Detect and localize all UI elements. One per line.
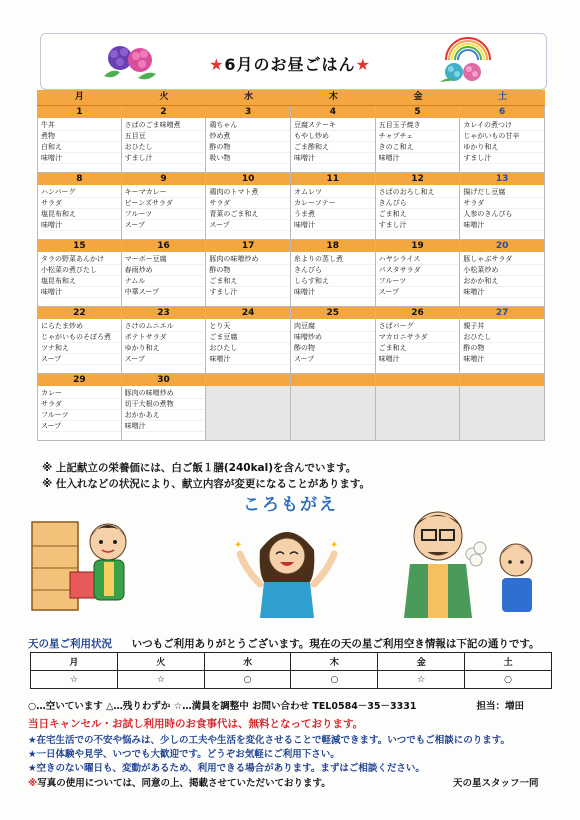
menu-item: 塩昆布和え xyxy=(41,276,121,287)
availability-mark: ○ xyxy=(291,671,378,689)
menu-item: サラダ xyxy=(41,198,121,209)
calendar-week xyxy=(37,374,545,441)
menu-item: おひたし xyxy=(463,332,544,343)
day-cell xyxy=(122,173,207,240)
availability-day: 土 xyxy=(465,653,552,671)
menu-item: 味噌汁 xyxy=(41,153,121,164)
menu-item: 小松菜の煮びたし xyxy=(41,265,121,276)
menu-items xyxy=(122,252,206,298)
day-number: 27 xyxy=(460,307,544,319)
day-number: 5 xyxy=(376,106,460,118)
menu-item: ごま和え xyxy=(379,209,460,220)
menu-item: ハヤシライス xyxy=(379,254,460,265)
menu-item: とり天 xyxy=(209,321,290,332)
availability-mark: ☆ xyxy=(117,671,204,689)
menu-item: 青菜のごま和え xyxy=(209,209,290,220)
menu-item: おひたし xyxy=(125,142,206,153)
staff-signature: 天の星スタッフ一同 xyxy=(453,778,539,789)
availability-legend xyxy=(28,698,524,712)
menu-item: にらたま炒め xyxy=(41,321,121,332)
menu-item: 味噌汁 xyxy=(463,287,544,298)
calendar-week xyxy=(37,240,545,307)
availability-day: 金 xyxy=(378,653,465,671)
menu-item: おかかあえ xyxy=(125,410,206,421)
menu-item: 豚肉の味噌炒め xyxy=(209,254,290,265)
empty-day-cell xyxy=(376,374,461,441)
menu-item: 味噌汁 xyxy=(209,354,290,365)
day-number: 8 xyxy=(38,173,121,185)
menu-item: スープ xyxy=(125,220,206,231)
star-right-icon: ★ xyxy=(355,55,371,74)
menu-item: 味噌汁 xyxy=(379,153,460,164)
day-number: 23 xyxy=(122,307,206,319)
menu-items xyxy=(376,252,460,298)
menu-items xyxy=(38,252,121,298)
empty-day-bar xyxy=(460,374,544,386)
menu-item: ハンバーグ xyxy=(41,187,121,198)
day-number: 2 xyxy=(122,106,206,118)
menu-item: カレー xyxy=(41,388,121,399)
day-cell xyxy=(460,240,545,307)
day-cell xyxy=(206,173,291,240)
weekday-label: 木 xyxy=(328,92,338,102)
menu-items xyxy=(376,185,460,231)
weekday-label: 土 xyxy=(498,92,508,102)
menu-item: 味噌汁 xyxy=(294,287,375,298)
menu-item: 春雨炒め xyxy=(125,265,206,276)
menu-item: さばのごま味噌煮 xyxy=(125,120,206,131)
menu-item: 塩昆布和え xyxy=(41,209,121,220)
menu-items xyxy=(122,386,206,432)
day-number: 4 xyxy=(291,106,375,118)
empty-day-cell xyxy=(206,374,291,441)
menu-item: 味噌汁 xyxy=(463,354,544,365)
day-number: 18 xyxy=(291,240,375,252)
menu-item: うま煮 xyxy=(294,209,375,220)
menu-items xyxy=(206,319,290,365)
menu-item: 揚げだし豆腐 xyxy=(463,187,544,198)
day-cell xyxy=(291,240,376,307)
menu-item: 味噌汁 xyxy=(294,220,375,231)
menu-item: しらす和え xyxy=(294,276,375,287)
calendar-week xyxy=(37,106,545,173)
day-cell xyxy=(460,106,545,173)
menu-item: スープ xyxy=(125,354,206,365)
availability-marks-row xyxy=(31,671,552,689)
day-cell xyxy=(37,106,122,173)
day-number: 19 xyxy=(376,240,460,252)
day-number: 20 xyxy=(460,240,544,252)
menu-items xyxy=(206,252,290,298)
photo-consent-text: 写真の使用については、同意の上、掲載させていただいております。 xyxy=(37,778,331,789)
menu-items xyxy=(376,118,460,164)
menu-item: サラダ xyxy=(209,198,290,209)
menu-items xyxy=(122,185,206,231)
menu-item: 糸よりの蒸し煮 xyxy=(294,254,375,265)
menu-item: 人参のきんぴら xyxy=(463,209,544,220)
menu-item: すまし汁 xyxy=(379,220,460,231)
menu-item: フルーツ xyxy=(379,276,460,287)
menu-item: 切干大根の煮物 xyxy=(125,399,206,410)
weekday-label: 月 xyxy=(74,92,84,102)
menu-item: カレイの煮つけ xyxy=(463,120,544,131)
availability-mark: ☆ xyxy=(378,671,465,689)
day-cell xyxy=(37,307,122,374)
day-cell xyxy=(460,173,545,240)
day-cell xyxy=(206,240,291,307)
menu-item: 中華スープ xyxy=(125,287,206,298)
day-cell xyxy=(37,173,122,240)
menu-item: 五目豆 xyxy=(125,131,206,142)
menu-item: 味噌汁 xyxy=(463,220,544,231)
menu-item: 炒め煮 xyxy=(209,131,290,142)
menu-items xyxy=(122,118,206,164)
day-number: 3 xyxy=(206,106,290,118)
menu-items xyxy=(460,252,544,298)
menu-item: 味噌汁 xyxy=(41,220,121,231)
menu-item: 親子丼 xyxy=(463,321,544,332)
menu-item: ゆかり和え xyxy=(125,343,206,354)
menu-item: チャプチェ xyxy=(379,131,460,142)
day-cell xyxy=(291,173,376,240)
menu-item: 吸い物 xyxy=(209,153,290,164)
day-number: 1 xyxy=(38,106,121,118)
menu-items xyxy=(460,118,544,164)
day-cell xyxy=(37,240,122,307)
day-number: 17 xyxy=(206,240,290,252)
day-cell xyxy=(460,307,545,374)
star-left-icon: ★ xyxy=(209,55,225,74)
menu-item: さけのムニエル xyxy=(125,321,206,332)
menu-item: 酢の物 xyxy=(209,265,290,276)
menu-item: 鶏肉のトマト煮 xyxy=(209,187,290,198)
vacancy-notice: ★空きのない曜日も、変動があるため、利用できる場合があります。まずはご相談ください。 xyxy=(28,763,425,774)
menu-item: すまし汁 xyxy=(463,153,544,164)
free-meal-notice: 当日キャンセル・お試し利用時のお食事代は、無料となっております。 xyxy=(28,718,364,730)
day-number: 24 xyxy=(206,307,290,319)
woman-closet-illustration xyxy=(30,516,150,616)
day-number: 15 xyxy=(38,240,121,252)
menu-item: パスタサラダ xyxy=(379,265,460,276)
lunch-calendar xyxy=(37,90,545,441)
day-cell xyxy=(37,374,122,441)
empty-day-bar xyxy=(376,374,460,386)
day-number: 16 xyxy=(122,240,206,252)
menu-item: ごま酢和え xyxy=(294,142,375,153)
weekday-header xyxy=(37,90,545,106)
menu-item: 味噌炒め xyxy=(294,332,375,343)
menu-item: スープ xyxy=(41,354,121,365)
empty-day-cell xyxy=(291,374,376,441)
menu-item: おかか和え xyxy=(463,276,544,287)
menu-item: オムレツ xyxy=(294,187,375,198)
menu-item: スープ xyxy=(209,220,290,231)
availability-header xyxy=(28,636,539,651)
photo-consent-notice xyxy=(28,775,539,789)
menu-item: 酢の物 xyxy=(463,343,544,354)
menu-items xyxy=(122,319,206,365)
availability-message: いつもご利用ありがとうございます。現在の天の星ご利用空き情報は下記の通りです。 xyxy=(131,638,540,650)
menu-items xyxy=(206,118,290,164)
menu-item: 酢の物 xyxy=(209,142,290,153)
day-number: 10 xyxy=(206,173,290,185)
availability-mark: ○ xyxy=(465,671,552,689)
availability-day: 月 xyxy=(31,653,118,671)
menu-item: すまし汁 xyxy=(209,287,290,298)
empty-day-cell xyxy=(460,374,545,441)
menu-item: もやし炒め xyxy=(294,131,375,142)
menu-item: 味噌汁 xyxy=(379,354,460,365)
calendar-week xyxy=(37,173,545,240)
day-number: 11 xyxy=(291,173,375,185)
menu-items xyxy=(376,319,460,365)
trial-visit-notice: ★一日体験や見学、いつでも大歓迎です。どうぞお気軽にご利用下さい。 xyxy=(28,749,340,760)
menu-items xyxy=(291,118,375,164)
menu-item: じゃがいものそぼろ煮 xyxy=(41,332,121,343)
menu-item: 酢の物 xyxy=(294,343,375,354)
menu-item: 味噌汁 xyxy=(125,421,206,432)
menu-item: きのこ和え xyxy=(379,142,460,153)
day-number: 29 xyxy=(38,374,121,386)
menu-item: ごま和え xyxy=(209,276,290,287)
day-cell xyxy=(291,307,376,374)
svg-text:✦: ✦ xyxy=(234,540,243,551)
day-cell xyxy=(122,240,207,307)
menu-item: サラダ xyxy=(41,399,121,410)
calendar-week xyxy=(37,307,545,374)
day-cell xyxy=(122,106,207,173)
day-number: 9 xyxy=(122,173,206,185)
note-menu-change: ※ 仕入れなどの状況により、献立内容が変更になることがあります。 xyxy=(42,478,371,490)
weekday-label: 火 xyxy=(159,92,169,102)
availability-table xyxy=(30,652,552,689)
menu-item: 豆腐ステーキ xyxy=(294,120,375,131)
availability-title: 天の星ご利用状況 xyxy=(28,638,112,650)
day-cell xyxy=(291,106,376,173)
menu-items xyxy=(206,185,290,231)
menu-item: スープ xyxy=(294,354,375,365)
menu-item: 五目玉子焼き xyxy=(379,120,460,131)
menu-item: ごま和え xyxy=(379,343,460,354)
title-text: 6月のお昼ごはん xyxy=(224,55,356,74)
empty-day-bar xyxy=(291,374,375,386)
day-cell xyxy=(376,173,461,240)
menu-items xyxy=(38,185,121,231)
day-number: 22 xyxy=(38,307,121,319)
menu-item: 豚しゃぶサラダ xyxy=(463,254,544,265)
menu-item: スープ xyxy=(379,287,460,298)
day-number: 30 xyxy=(122,374,206,386)
woman-smiling-illustration xyxy=(232,520,342,620)
availability-days-row xyxy=(31,653,552,671)
svg-text:✦: ✦ xyxy=(330,540,339,551)
day-cell xyxy=(122,374,207,441)
menu-items xyxy=(460,319,544,365)
menu-item: フルーツ xyxy=(41,410,121,421)
menu-item: ゆかり和え xyxy=(463,142,544,153)
day-number: 12 xyxy=(376,173,460,185)
menu-item: さばバーグ xyxy=(379,321,460,332)
consultation-notice: ★在宅生活での不安や悩みは、少しの工夫や生活を変化させることで軽減できます。いつでもご相談にのります。 xyxy=(28,735,510,746)
menu-items xyxy=(291,252,375,298)
menu-item: きんぴら xyxy=(294,265,375,276)
availability-mark: ○ xyxy=(204,671,291,689)
menu-item: ナムル xyxy=(125,276,206,287)
weekday-label: 金 xyxy=(413,92,423,102)
menu-item: タラの野菜あんかけ xyxy=(41,254,121,265)
menu-items xyxy=(291,319,375,365)
menu-items xyxy=(291,185,375,231)
day-cell xyxy=(122,307,207,374)
menu-item: さばのおろし和え xyxy=(379,187,460,198)
day-number: 6 xyxy=(460,106,544,118)
availability-mark: ☆ xyxy=(31,671,118,689)
menu-item: 小松菜炒め xyxy=(463,265,544,276)
menu-item: ポテトサラダ xyxy=(125,332,206,343)
weekday-label: 水 xyxy=(244,92,254,102)
menu-item: 煮物 xyxy=(41,131,121,142)
menu-items xyxy=(38,319,121,365)
menu-item: 白和え xyxy=(41,142,121,153)
menu-item: カレーソテー xyxy=(294,198,375,209)
menu-item: おひたし xyxy=(209,343,290,354)
menu-item: マカロニサラダ xyxy=(379,332,460,343)
day-cell xyxy=(376,106,461,173)
menu-item: 牛丼 xyxy=(41,120,121,131)
menu-item: 鶏ちゃん xyxy=(209,120,290,131)
menu-item: マーボー豆腐 xyxy=(125,254,206,265)
menu-item: フルーツ xyxy=(125,209,206,220)
menu-item: ツナ和え xyxy=(41,343,121,354)
availability-day: 火 xyxy=(117,653,204,671)
menu-item: ビーンズサラダ xyxy=(125,198,206,209)
menu-item: じゃがいもの甘辛 xyxy=(463,131,544,142)
note-nutrition: ※ 上記献立の栄養価には、白ご飯１膳(240kal)を含んでいます。 xyxy=(42,462,357,474)
day-number: 26 xyxy=(376,307,460,319)
empty-day-bar xyxy=(206,374,290,386)
menu-items xyxy=(38,118,121,164)
day-cell xyxy=(206,307,291,374)
availability-day: 水 xyxy=(204,653,291,671)
menu-item: 肉豆腐 xyxy=(294,321,375,332)
menu-items xyxy=(38,386,121,432)
koromogae-heading: ころもがえ xyxy=(243,495,338,515)
menu-item: サラダ xyxy=(463,198,544,209)
day-number: 13 xyxy=(460,173,544,185)
menu-item: 味噌汁 xyxy=(41,287,121,298)
menu-item: スープ xyxy=(41,421,121,432)
photo-note-mark: ※ xyxy=(28,778,38,789)
staff-in-charge: 担当：増田 xyxy=(476,701,524,712)
menu-item: きんぴら xyxy=(379,198,460,209)
legend-text: ○…空いています △…残りわずか ☆…満員を調整中 お問い合わせ TEL0584－35－3331 xyxy=(28,701,417,712)
menu-item: キーマカレー xyxy=(125,187,206,198)
menu-items xyxy=(460,185,544,231)
day-number: 25 xyxy=(291,307,375,319)
father-child-illustration xyxy=(398,498,548,618)
menu-item: 味噌汁 xyxy=(294,153,375,164)
day-cell xyxy=(376,240,461,307)
day-cell xyxy=(376,307,461,374)
menu-item: 豚肉の味噌炒め xyxy=(125,388,206,399)
menu-item: すまし汁 xyxy=(125,153,206,164)
page-title xyxy=(0,52,580,75)
day-cell xyxy=(206,106,291,173)
menu-item: ごま豆腐 xyxy=(209,332,290,343)
availability-day: 木 xyxy=(291,653,378,671)
